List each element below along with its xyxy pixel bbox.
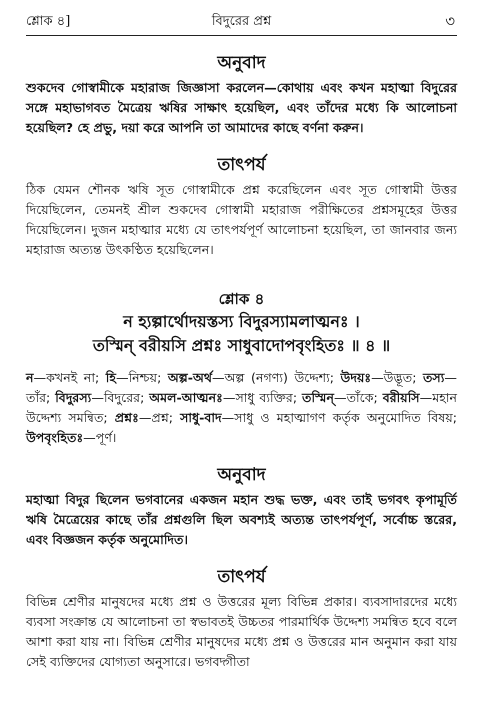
verse-title: শ্লোক ৪ (218, 290, 265, 308)
synonym-item: উদয়ঃ—উদ্ভূত; (340, 370, 423, 385)
synonyms (26, 368, 457, 448)
synonym-item: অল্প-অর্থ—অল্প (নগণ্য) উদ্দেশ্য; (167, 370, 341, 385)
synonym-item: তস্য—তাঁর; (26, 370, 457, 405)
verse-line-2: তস্মিন্ বরীয়সি প্রশ্নঃ সাধুবাদোপবৃংহিতঃ ॥ ৪ ॥ (92, 336, 391, 355)
page-number: ৩ (445, 12, 455, 30)
synonym-item: বিদুরস্য—বিদুরের; (55, 390, 150, 405)
verse-line-1: ন হ্যল্পার্থোদয়স্তস্য বিদুরস্যামলাত্মনঃ । (123, 312, 360, 331)
synonym-item: সাধু-বাদ—সাধু ও মহাত্মাগণ কর্তৃক অনুমোদিত বিষয়; (180, 410, 458, 425)
purport-text-2: বিভিন্ন শ্রেণীর মানুষদের মধ্যে প্রশ্ন ও উত্তরের মূল্য বিভিন্ন প্রকার। ব্যবসাদারদের মধ্যে ব্যবসা সংক্রান্ত যে আলোচনা তা স্বভাবতই উচ্চতর পারমার্থিক উদ্দেশ্য সমন্বিত হবে বলে আশা করা যায় না। বিভিন্ন শ্রেণীর মানুষদের মধ্যে প্রশ্ন ও উত্তরের মান অনুমান করা যায় সেই ব্যক্তিদের যোগ্যতা অনুসারে। ভগবদ্গীতা (26, 594, 457, 669)
translation-heading: অনুবাদ (217, 53, 266, 73)
synonym-item: উপবৃংহিতঃ—পূর্ণ। (26, 430, 117, 445)
purport-text: ঠিক যেমন শৌনক ঋষি সূত গোস্বামীকে প্রশ্ন করেছিলেন এবং সূত গোস্বামী উত্তর দিয়েছিলেন, তেমনই শ্রীল শুকদেব গোস্বামী মহারাজ পরীক্ষিতের প্রশ্নসমূহের উত্তর দিয়েছিলেন। দুজন মহাত্মার মধ্যে যে তাৎপর্যপূর্ণ আলোচনা হয়েছিল, তা জানবার জন্য মহারাজ অত্যন্ত উৎকণ্ঠিত হয়েছিলেন। (26, 182, 457, 257)
verse-reference: শ্লোক ৪] (26, 14, 71, 29)
synonym-item: তস্মিন্—তাঁকে; (302, 390, 383, 405)
running-header (26, 0, 457, 36)
synonym-item: প্রশ্নঃ—প্রশ্ন; (114, 410, 181, 425)
purport-heading: তাৎপর্য (217, 155, 266, 175)
synonym-item: বরীয়সি—মহান উদ্দেশ্য সমন্বিত; (26, 390, 457, 425)
translation-heading-2: অনুবাদ (217, 465, 266, 485)
translation-text-2: মহাত্মা বিদুর ছিলেন ভগবানের একজন মহান শুদ্ধ ভক্ত, এবং তাই ভগবৎ কৃপামূর্তি ঋষি মৈত্রেয়ের কাছে তাঁর প্রশ্নগুলি ছিল অবশ্যই অত্যন্ত তাৎপর্যপূর্ণ, সর্বোচ্চ স্তরের, এবং বিজ্ঞজন কর্তৃক অনুমোদিত। (26, 492, 457, 547)
header-rule (26, 35, 457, 36)
synonym-item: ন—কখনই না; (26, 370, 106, 385)
purport-heading-2: তাৎপর্য (217, 567, 266, 587)
chapter-title: বিদুরের প্রশ্ন (211, 14, 272, 29)
synonym-item: হি—নিশ্চয়; (105, 370, 168, 385)
synonym-item: অমল-আত্মনঃ—সাধু ব্যক্তির; (149, 390, 302, 405)
translation-text: শুকদেব গোস্বামীকে মহারাজ জিজ্ঞাসা করলেন—কোথায় এবং কখন মহাত্মা বিদুরের সঙ্গে মহাভাগবত মৈত্রেয় ঋষির সাক্ষাৎ হয়েছিল, এবং তাঁদের মধ্যে কি আলোচনা হয়েছিল? হে প্রভু, দয়া করে আপনি তা আমাদের কাছে বর্ণনা করুন। (26, 80, 457, 135)
